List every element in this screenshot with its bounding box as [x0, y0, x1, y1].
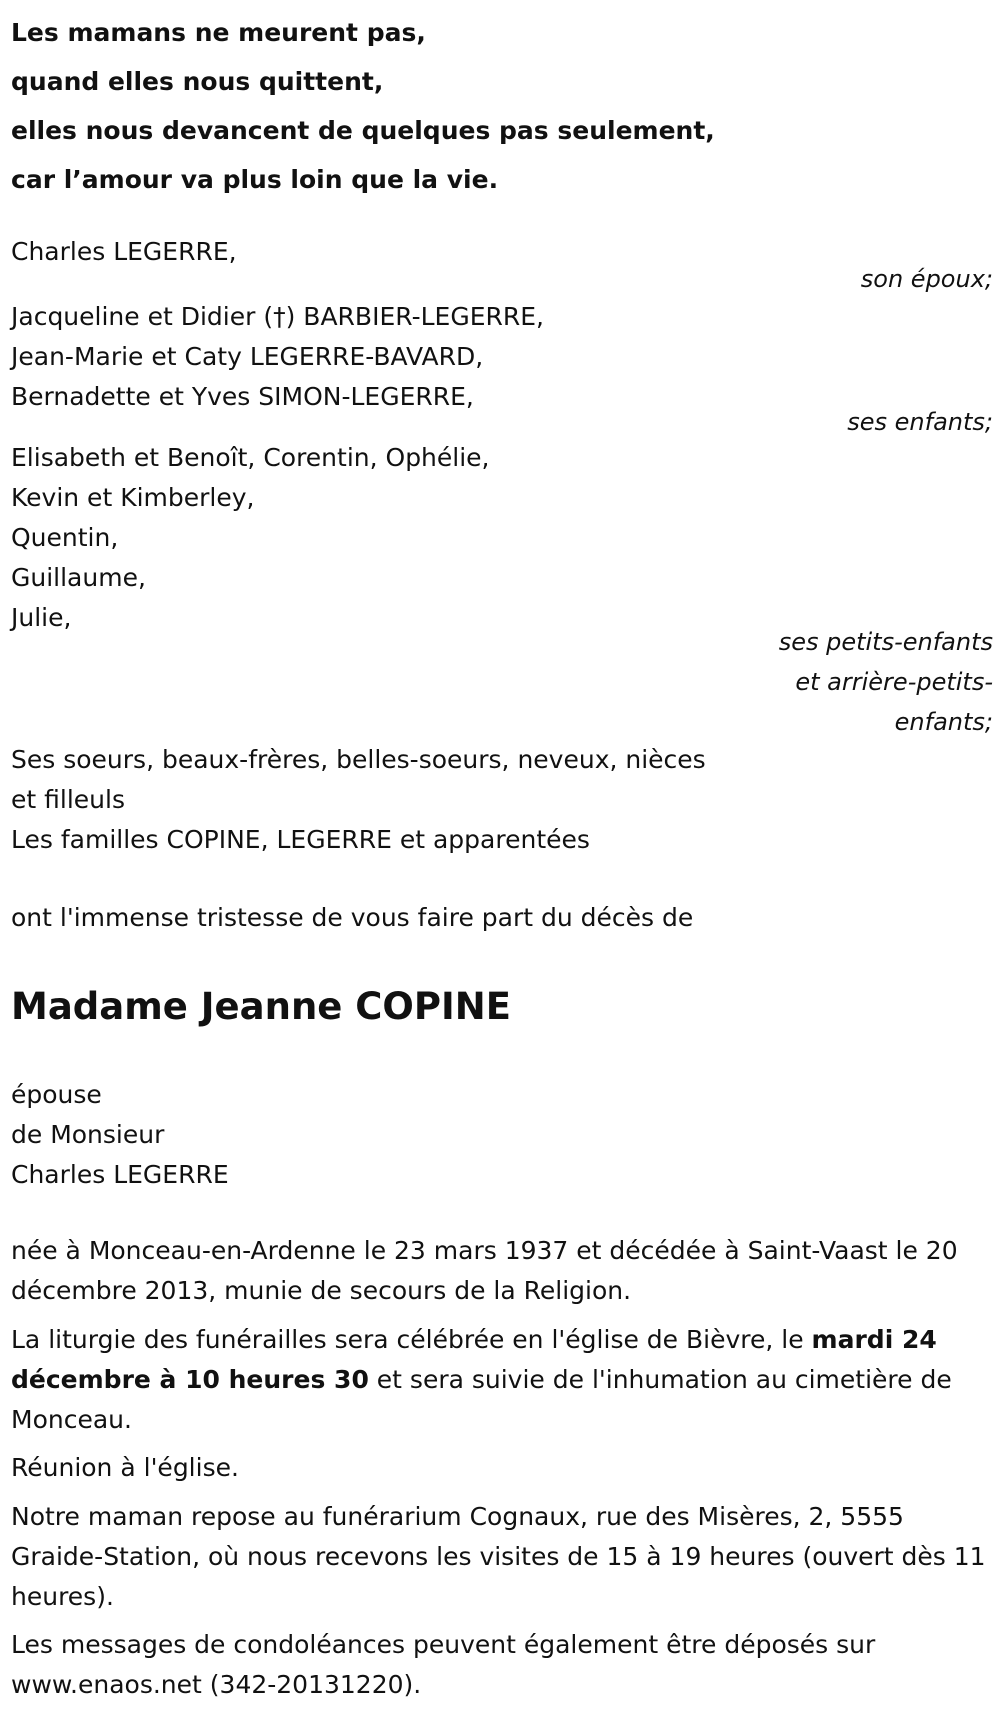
deceased-name: Madame Jeanne COPINE: [11, 985, 511, 1028]
funeral-text-after: et sera suivie de l'inhumation au cimetière de Monceau.: [11, 1365, 952, 1434]
poem-line: Les mamans ne meurent pas,: [11, 18, 426, 47]
announcement-text: ont l'immense tristesse de vous faire part du décès de: [11, 903, 694, 932]
grandchildren-label-line: enfants;: [894, 708, 993, 736]
spouse-of-line: Charles LEGERRE: [11, 1160, 229, 1189]
funeral-paragraph: [11, 1320, 986, 1440]
grandchild-line: Quentin,: [11, 523, 119, 552]
spouse-names: [11, 232, 771, 272]
extended-family: [11, 740, 771, 860]
poem-line: elles nous devancent de quelques pas seulement,: [11, 116, 715, 145]
child-line: Jacqueline et Didier (†) BARBIER-LEGERRE,: [11, 302, 544, 331]
family-line: Ses soeurs, beaux-frères, belles-soeurs, neveux, nièces: [11, 745, 706, 774]
spouse-of: [11, 1075, 771, 1195]
poem-line: quand elles nous quittent,: [11, 67, 384, 96]
children-names: [11, 297, 771, 417]
funeral-text-before: La liturgie des funérailles sera célébrée en l'église de Bièvre, le: [11, 1325, 812, 1354]
announcement: [11, 898, 986, 938]
funeral-date-time: mardi 24 décembre à 10 heures 30: [11, 1325, 937, 1394]
spouse-line: Charles LEGERRE,: [11, 237, 237, 266]
grandchild-line: Julie,: [11, 603, 72, 632]
poem: [11, 8, 715, 204]
grandchildren-label-line: ses petits-enfants: [778, 628, 993, 656]
poem-line: car l’amour va plus loin que la vie.: [11, 165, 499, 194]
grandchildren-label-line: et arrière-petits-: [795, 668, 993, 696]
child-line: Jean-Marie et Caty LEGERRE-BAVARD,: [11, 342, 484, 371]
grandchildren-label: [763, 622, 993, 742]
spouse-label: son époux;: [860, 265, 993, 293]
grandchild-line: Kevin et Kimberley,: [11, 483, 255, 512]
meeting-paragraph: Réunion à l'église.: [11, 1453, 239, 1482]
grandchild-line: Elisabeth et Benoît, Corentin, Ophélie,: [11, 443, 490, 472]
birth-death-paragraph: née à Monceau-en-Ardenne le 23 mars 1937 et décédée à Saint-Vaast le 20 décembre 2013, munie de secours de la Religion.: [11, 1236, 958, 1305]
family-line: et filleuls: [11, 785, 125, 814]
grandchildren-names: [11, 438, 771, 638]
spouse-of-line: épouse: [11, 1080, 102, 1109]
children-label: ses enfants;: [847, 408, 993, 436]
grandchild-line: Guillaume,: [11, 563, 146, 592]
child-line: Bernadette et Yves SIMON-LEGERRE,: [11, 382, 474, 411]
family-line: Les familles COPINE, LEGERRE et apparentées: [11, 825, 590, 854]
repose-paragraph: Notre maman repose au funérarium Cognaux, rue des Misères, 2, 5555 Graide-Station, où nous recevons les visites de 15 à 19 heures (ouvert dès 11 heures).: [11, 1502, 986, 1611]
spouse-of-line: de Monsieur: [11, 1120, 165, 1149]
condolences-paragraph: Les messages de condoléances peuvent également être déposés sur www.enaos.net (342-20131220).: [11, 1630, 876, 1699]
